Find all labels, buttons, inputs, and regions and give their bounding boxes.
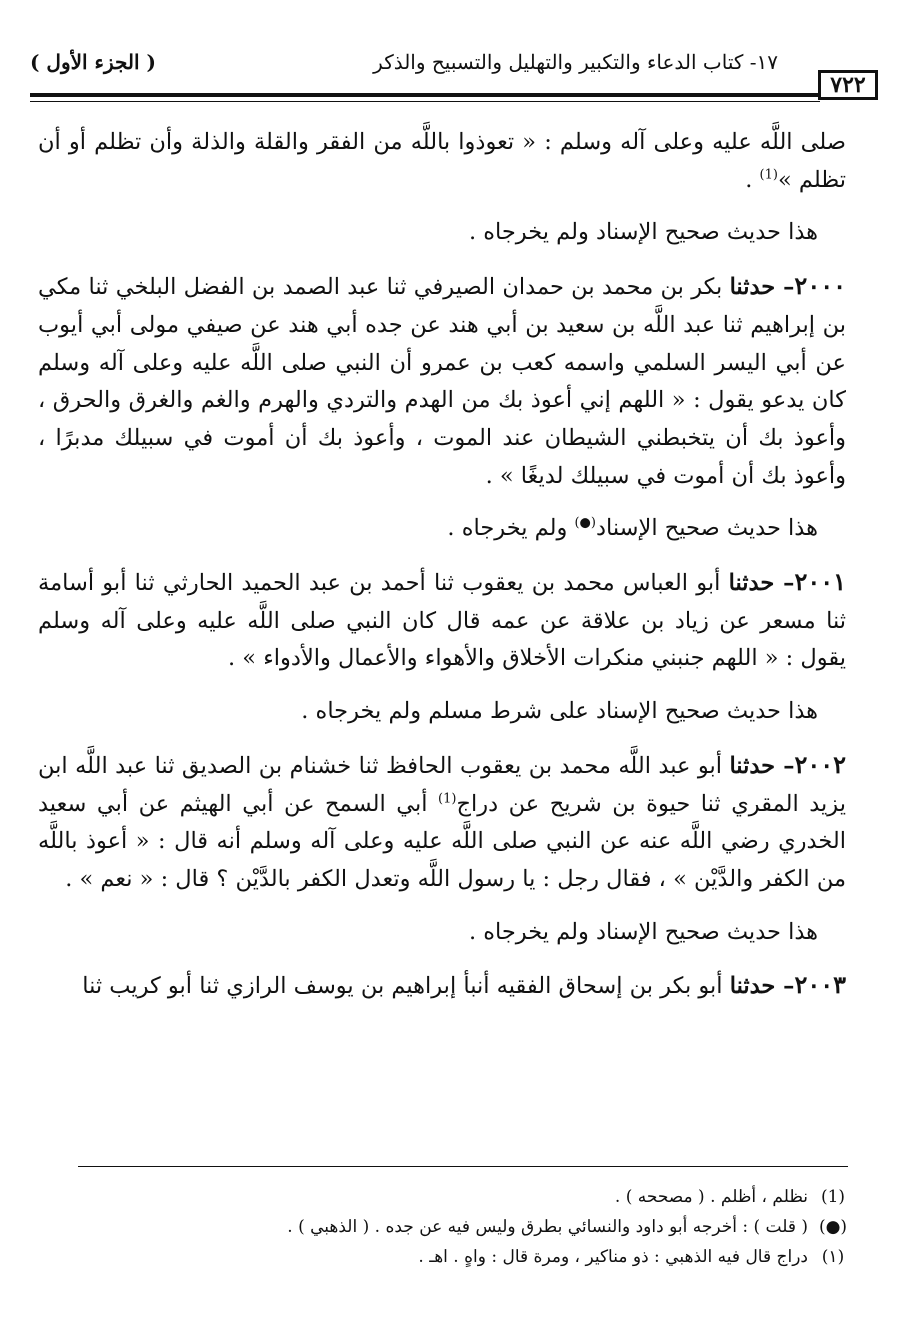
haddathana: – حدثنا [729,274,795,301]
grading-text: هذا حديث صحيح الإسناد على شرط مسلم ولم يخرجاه . [301,698,818,725]
footnote [40,1212,848,1242]
hadith-number: ٢٠٠١ [794,567,846,597]
main-text [38,124,846,1021]
footnote-mark: (1) [820,1187,846,1207]
hadith-number: ٢٠٠٠ [794,271,846,301]
haddathana: – حدثنا [729,752,795,779]
footnote-text: نظلم ، أظلم . ( مصححه ) . [614,1187,808,1207]
hadith-2000 [38,267,846,495]
paragraph-continuation: صلى اللَّه عليه وعلى آله وسلم : « تعوذوا باللَّه من الفقر والقلة والذلة وأن تظلم أو أن تظلم »$^{(1)}$ . [38,129,846,193]
footnote-text: ( قلت ) : أخرجه أبو داود والنسائي بطرق وليس فيه عن جده . ( الذهبي ) . [287,1217,808,1237]
running-title: ١٧- كتاب الدعاء والتكبير والتهليل والتسبيح والذكر [373,50,778,74]
header-rule-thin [30,101,820,102]
footnote [40,1182,848,1212]
footnote-ref: (●) [574,515,596,531]
hadith-text: أبي السمح عن أبي الهيثم عن أبي سعيد الخدري رضي اللَّه عنه عن النبي صلى اللَّه عليه وعلى آله وسلم أنه قال : « أعوذ باللَّه من الكفر والدَّيْن » ، فقال رجل : يا رسول اللَّه وتعدل الكفر بالدَّيْن ؟ قال : « نعم » . [38,790,846,892]
grading-text: هذا حديث صحيح الإسناد ولم يخرجاه . [468,219,818,246]
hadith-text: أبو بكر بن إسحاق الفقيه أنبأ إبراهيم بن يوسف الرازي ثنا أبو كريب ثنا [82,973,730,1000]
hadith-text: أبو العباس محمد بن يعقوب ثنا أحمد بن عبد الحميد الحارثي ثنا أبو أسامة ثنا مسعر عن زياد بن علاقة عن عمه قال كان النبي صلى اللَّه عليه وعلى آله وسلم يقول : « اللهم جنبني منكرات الأخلاق والأهواء والأعمال والأدواء » . [38,570,846,672]
haddathana: – حدثنا [728,570,795,597]
footnote-ref: (1) [438,791,457,807]
hadith-number: ٢٠٠٣ [794,970,846,1000]
hadith-text: أبو عبد اللَّه محمد بن يعقوب الحافظ ثنا خشنام بن الصديق ثنا عبد اللَّه ابن يزيد المقري ثنا حيوة بن شريح عن دراج [38,752,846,817]
volume-part: ( الجزء الأول ) [30,50,156,74]
hadith-2001 [38,563,846,678]
footnote-mark: (١) [821,1247,845,1267]
hadith-text: بكر بن محمد بن حمدان الصيرفي ثنا عبد الصمد بن الفضل البلخي ثنا مكي بن إبراهيم ثنا عبد اللَّه بن سعيد بن أبي هند عن جده أبي هند عن صيفي مولى أبي أيوب عن أبي اليسر السلمي واسمه كعب بن عمرو أن النبي صلى اللَّه عليه وعلى آله وسلم كان يدعو يقول : « اللهم إني أعوذ بك من الهدم والتردي والهرم والغم والغرق والحرق ، وأعوذ بك أن يتخبطني الشيطان عند الموت ، وأعوذ بك أن أموت في سبيلك مدبرًا ، وأعوذ بك أن أموت في سبيلك لديغًا » . [38,274,846,489]
footnote-separator [78,1166,848,1167]
footnote-mark: (●) [818,1217,848,1237]
hadith-number: ٢٠٠٢ [794,749,847,779]
hadith-2002 [38,746,846,899]
grading-text: هذا حديث صحيح الإسناد ولم يخرجاه . [468,918,818,945]
header-rule [30,93,820,97]
haddathana: – حدثنا [729,973,795,1000]
page-number: ٧٢٢ [818,70,878,100]
grading-text: هذا حديث صحيح الإسناد(●) ولم يخرجاه . [447,515,818,542]
footnote-ref: (1) [759,167,778,183]
footnote [40,1242,848,1272]
footnote-text: دراج قال فيه الذهبي : ذو مناكير ، ومرة قال : واهٍ . اهـ . [418,1247,808,1267]
footnotes [40,1182,848,1272]
hadith-2003 [38,966,846,1006]
